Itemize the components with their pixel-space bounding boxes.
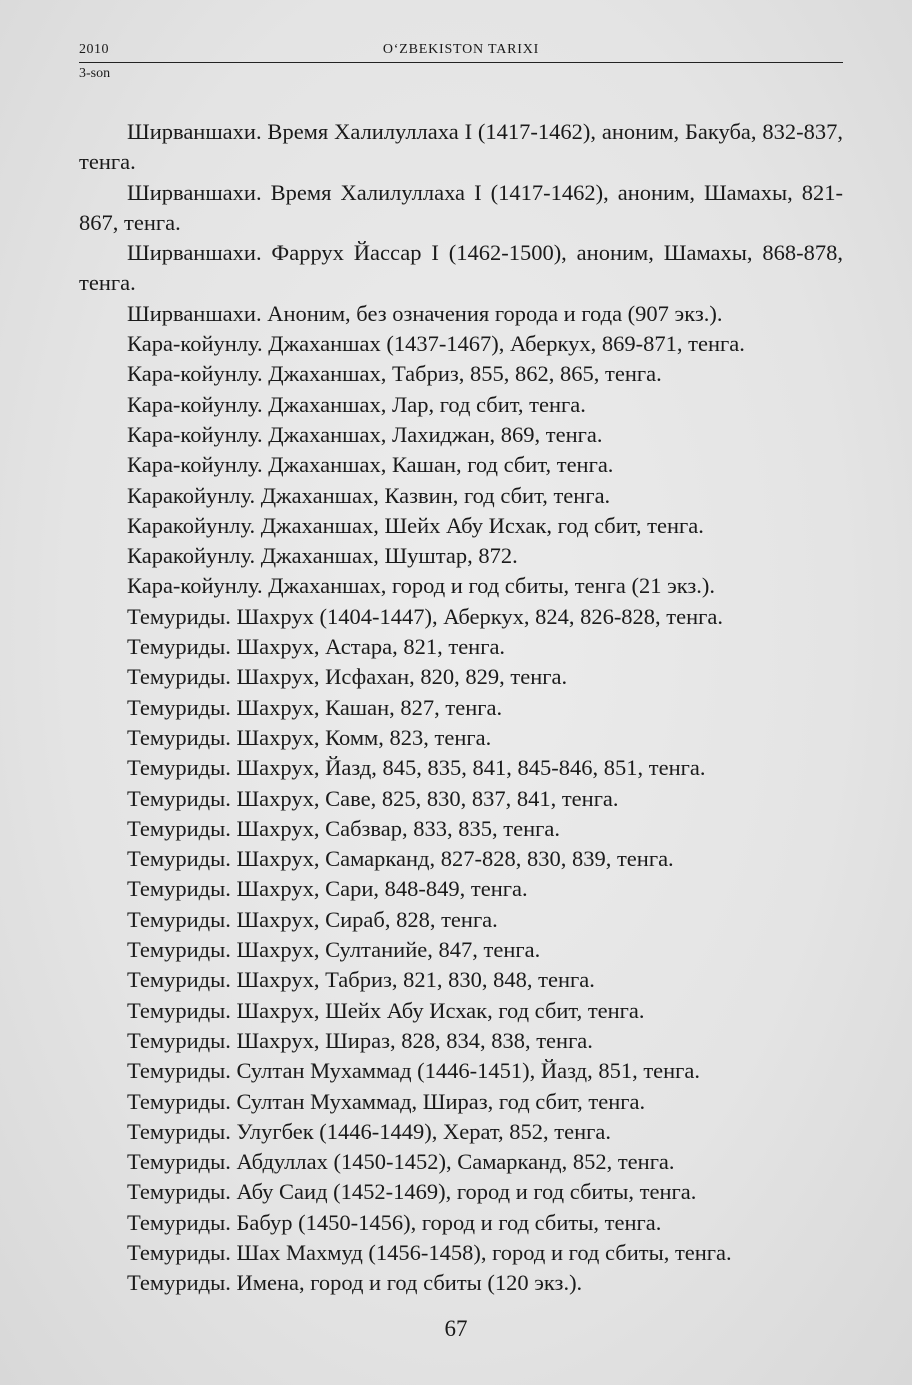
catalog-entry: Темуриды. Шахрух, Шейх Абу Исхак, год сбит, тенга. (127, 997, 645, 1023)
catalog-entry: Каракойунлу. Джаханшах, Казвин, год сбит, тенга. (127, 482, 611, 508)
catalog-entry: Темуриды. Шахрух, Султанийе, 847, тенга. (127, 937, 541, 963)
catalog-entry: Темуриды. Шахрух, Йазд, 845, 835, 841, 845-846, 851, тенга. (127, 755, 706, 781)
catalog-entry: Темуриды. Абу Саид (1452-1469), город и год сбиты, тенга. (127, 1179, 697, 1205)
catalog-entry: Темуриды. Шахрух, Кашан, 827, тенга. (127, 694, 503, 720)
catalog-entry: Темуриды. Шахрух, Саве, 825, 830, 837, 841, тенга. (127, 785, 619, 811)
running-header (79, 42, 843, 82)
catalog-entry: Каракойунлу. Джаханшах, Шуштар, 872. (127, 543, 518, 569)
catalog-entry: Темуриды. Шахрух, Сираб, 828, тенга. (127, 906, 498, 932)
catalog-entry: Темуриды. Шахрух (1404-1447), Аберкух, 824, 826-828, тенга. (127, 603, 724, 629)
header-year: 2010 (79, 42, 109, 57)
catalog-entry: Темуриды. Шахрух, Самарканд, 827-828, 830, 839, тенга. (127, 846, 674, 872)
catalog-entry: Темуриды. Шахрух, Исфахан, 820, 829, тенга. (127, 664, 568, 690)
catalog-entry: Темуриды. Улугбек (1446-1449), Херат, 852, тенга. (127, 1118, 611, 1144)
catalog-entry: Ширваншахи. Время Халилуллаха I (1417-1462), аноним, Бакуба, 832-837, тенга. (79, 119, 843, 175)
catalog-entry: Темуриды. Шахрух, Комм, 823, тенга. (127, 724, 492, 750)
catalog-entry: Темуриды. Шахрух, Сабзвар, 833, 835, тенга. (127, 815, 560, 841)
header-issue: 3-son (79, 66, 111, 81)
catalog-entry: Каракойунлу. Джаханшах, Шейх Абу Исхак, год сбит, тенга. (127, 512, 704, 538)
catalog-entry: Темуриды. Абдуллах (1450-1452), Самарканд, 852, тенга. (127, 1149, 675, 1175)
catalog-entry: Кара-койунлу. Джаханшах, Лар, год сбит, тенга. (127, 391, 586, 417)
catalog-entry: Темуриды. Бабур (1450-1456), город и год сбиты, тенга. (127, 1209, 662, 1235)
catalog-entry: Темуриды. Шахрух, Шираз, 828, 834, 838, тенга. (127, 1027, 593, 1053)
catalog-entry: Кара-койунлу. Джаханшах (1437-1467), Аберкух, 869-871, тенга. (127, 331, 745, 357)
coin-catalog-list (79, 117, 843, 1299)
catalog-entry: Ширваншахи. Время Халилуллаха I (1417-1462), аноним, Шамахы, 821-867, тенга. (79, 179, 843, 235)
catalog-entry: Темуриды. Шах Махмуд (1456-1458), город и год сбиты, тенга. (127, 1239, 732, 1265)
page-number: 67 (444, 1316, 468, 1341)
header-rule (79, 62, 843, 63)
catalog-entry: Темуриды. Шахрух, Сари, 848-849, тенга. (127, 876, 528, 902)
catalog-entry: Кара-койунлу. Джаханшах, Табриз, 855, 862, 865, тенга. (127, 361, 662, 387)
catalog-entry: Ширваншахи. Аноним, без означения города и года (907 экз.). (127, 300, 723, 326)
catalog-entry: Кара-койунлу. Джаханшах, Кашан, год сбит, тенга. (127, 452, 614, 478)
catalog-entry: Кара-койунлу. Джаханшах, Лахиджан, 869, тенга. (127, 421, 603, 447)
catalog-entry: Темуриды. Имена, город и год сбиты (120 экз.). (127, 1270, 583, 1296)
catalog-entry: Ширваншахи. Фаррух Йассар I (1462-1500), аноним, Шамахы, 868-878, тенга. (79, 240, 843, 296)
catalog-entry: Темуриды. Султан Мухаммад, Шираз, год сбит, тенга. (127, 1088, 646, 1114)
catalog-entry: Темуриды. Шахрух, Астара, 821, тенга. (127, 634, 506, 660)
catalog-entry: Кара-койунлу. Джаханшах, город и год сбиты, тенга (21 экз.). (127, 573, 715, 599)
catalog-entry: Темуриды. Султан Мухаммад (1446-1451), Йазд, 851, тенга. (127, 1058, 701, 1084)
catalog-entry: Темуриды. Шахрух, Табриз, 821, 830, 848, тенга. (127, 967, 595, 993)
header-journal-title: O‘ZBEKISTON TARIXI (382, 42, 540, 57)
